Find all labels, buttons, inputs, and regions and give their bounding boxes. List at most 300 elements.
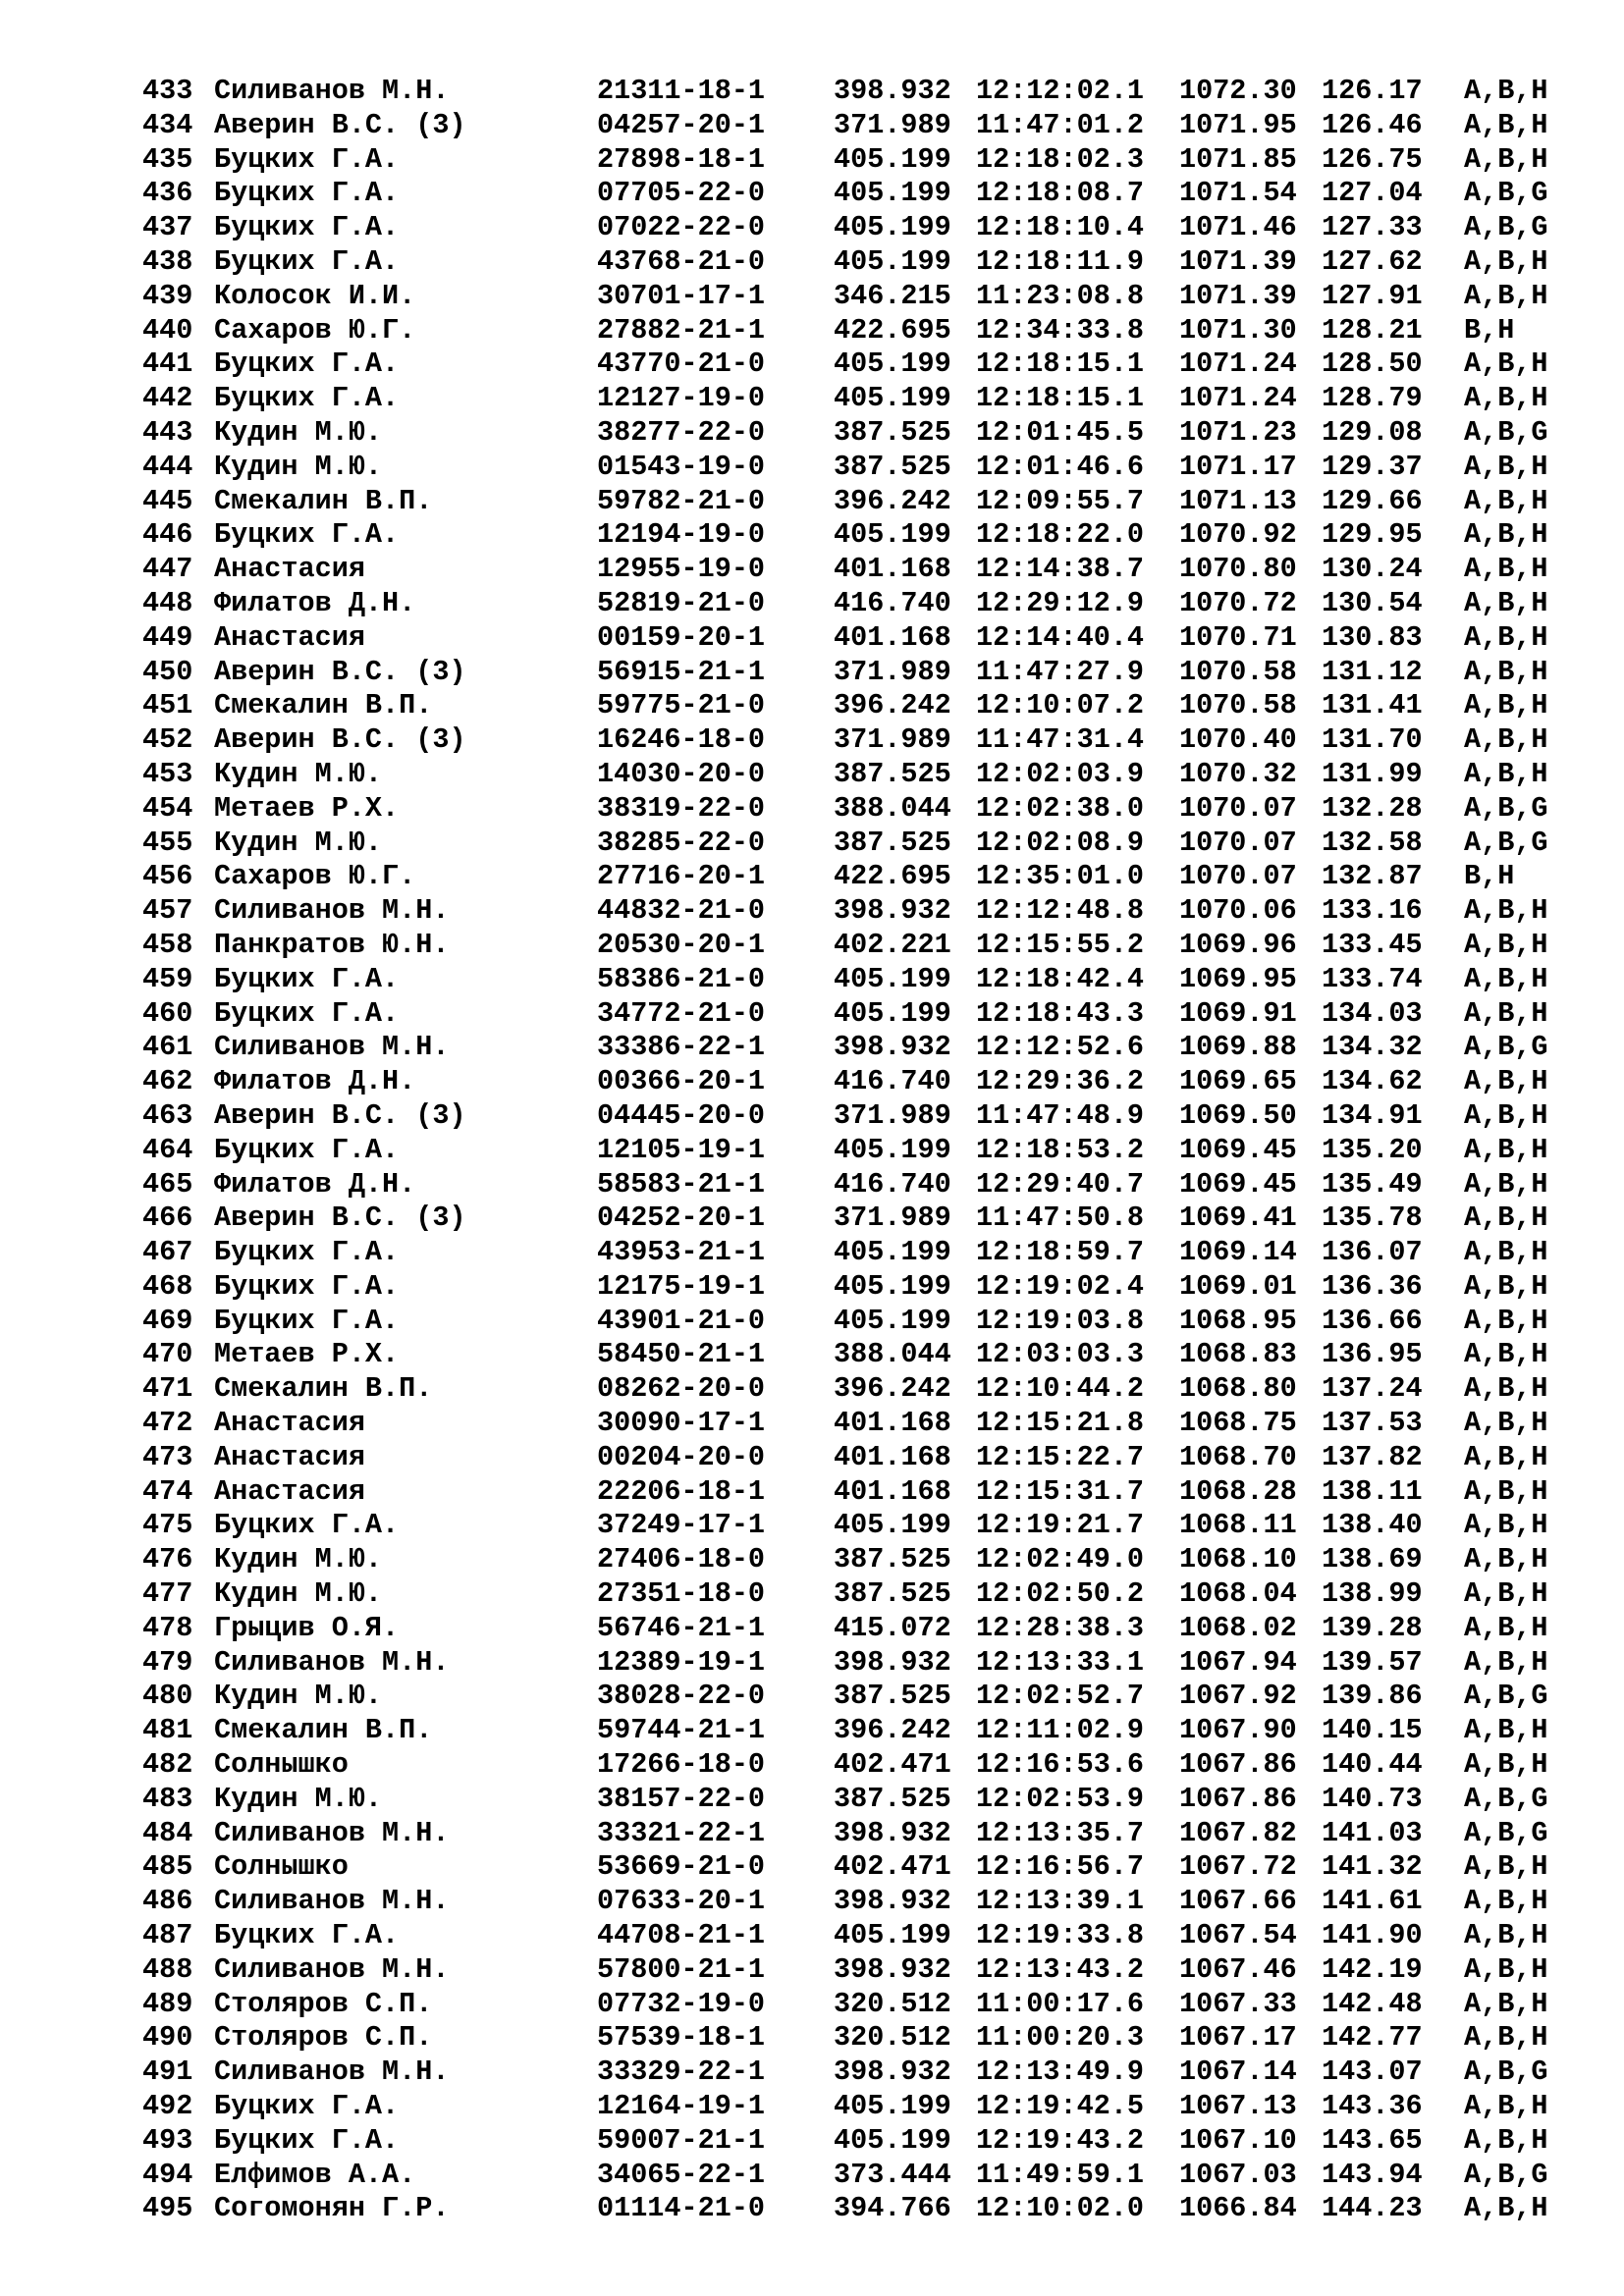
table-row — [142, 1338, 1566, 1372]
distance: 320.512 — [834, 2021, 951, 2055]
ring-number: 58450-21-1 — [597, 1338, 766, 1371]
flags: A,B,H — [1464, 1987, 1548, 2020]
distance: 371.989 — [834, 1201, 951, 1235]
speed: 1071.24 — [1179, 382, 1297, 415]
flags: A,B,H — [1464, 1407, 1548, 1440]
arrival-time: 12:09:55.7 — [976, 484, 1145, 517]
participant-name: Буцких Г.А. — [214, 177, 400, 210]
score: 143.65 — [1322, 2123, 1423, 2157]
score: 131.70 — [1322, 723, 1423, 757]
arrival-time: 12:35:01.0 — [976, 860, 1145, 893]
speed: 1067.92 — [1179, 1680, 1297, 1713]
row-number: 444 — [142, 450, 193, 483]
speed: 1067.90 — [1179, 1714, 1297, 1747]
table-row — [142, 2124, 1566, 2159]
participant-name: Буцких Г.А. — [214, 518, 400, 552]
distance: 416.740 — [834, 1167, 951, 1201]
ring-number: 27406-18-0 — [597, 1543, 766, 1576]
participant-name: Анастасия — [214, 1407, 365, 1440]
ring-number: 12127-19-0 — [597, 382, 766, 415]
ring-number: 56915-21-1 — [597, 655, 766, 688]
arrival-time: 12:18:22.0 — [976, 518, 1145, 552]
row-number: 477 — [142, 1577, 193, 1611]
ring-number: 59775-21-0 — [597, 689, 766, 722]
participant-name: Буцких Г.А. — [214, 1919, 400, 1952]
row-number: 457 — [142, 894, 193, 928]
score: 144.23 — [1322, 2192, 1423, 2225]
arrival-time: 12:18:53.2 — [976, 1133, 1145, 1166]
table-row — [142, 451, 1566, 485]
table-row — [142, 1441, 1566, 1475]
participant-name: Силиванов М.Н. — [214, 1885, 450, 1918]
flags: A,B,G — [1464, 2056, 1548, 2089]
arrival-time: 12:13:43.2 — [976, 1952, 1145, 1986]
participant-name: Солнышко — [214, 1748, 349, 1782]
ring-number: 20530-20-1 — [597, 928, 766, 961]
table-row — [142, 1680, 1566, 1714]
arrival-time: 12:29:12.9 — [976, 586, 1145, 619]
row-number: 441 — [142, 347, 193, 381]
arrival-time: 12:18:15.1 — [976, 382, 1145, 415]
distance: 398.932 — [834, 2056, 951, 2089]
row-number: 493 — [142, 2123, 193, 2157]
distance: 402.221 — [834, 928, 951, 961]
distance: 402.471 — [834, 1748, 951, 1782]
flags: A,B,H — [1464, 244, 1548, 278]
table-row — [142, 1919, 1566, 1953]
speed: 1067.86 — [1179, 1782, 1297, 1815]
speed: 1067.82 — [1179, 1816, 1297, 1849]
arrival-time: 12:18:59.7 — [976, 1236, 1145, 1269]
score: 130.24 — [1322, 553, 1423, 586]
participant-name: Кудин М.Ю. — [214, 826, 383, 859]
table-row — [142, 621, 1566, 656]
flags: A,B,H — [1464, 2021, 1548, 2055]
speed: 1071.39 — [1179, 279, 1297, 312]
score: 139.28 — [1322, 1611, 1423, 1644]
table-row — [142, 553, 1566, 587]
flags: A,B,H — [1464, 1098, 1548, 1132]
ring-number: 00159-20-1 — [597, 620, 766, 654]
distance: 405.199 — [834, 1133, 951, 1166]
score: 129.66 — [1322, 484, 1423, 517]
table-row — [142, 1543, 1566, 1577]
arrival-time: 12:15:22.7 — [976, 1440, 1145, 1473]
speed: 1069.96 — [1179, 928, 1297, 961]
arrival-time: 11:47:01.2 — [976, 108, 1145, 141]
arrival-time: 11:49:59.1 — [976, 2158, 1145, 2191]
arrival-time: 12:13:39.1 — [976, 1885, 1145, 1918]
arrival-time: 12:15:55.2 — [976, 928, 1145, 961]
row-number: 478 — [142, 1611, 193, 1644]
participant-name: Буцких Г.А. — [214, 1236, 400, 1269]
flags: A,B,H — [1464, 962, 1548, 995]
arrival-time: 12:02:38.0 — [976, 791, 1145, 825]
row-number: 492 — [142, 2090, 193, 2123]
distance: 346.215 — [834, 279, 951, 312]
flags: A,B,H — [1464, 75, 1548, 107]
flags: A,B,H — [1464, 1543, 1548, 1576]
score: 133.74 — [1322, 962, 1423, 995]
flags: A,B,G — [1464, 826, 1548, 859]
row-number: 469 — [142, 1304, 193, 1337]
table-row — [142, 1134, 1566, 1168]
arrival-time: 12:19:03.8 — [976, 1304, 1145, 1337]
score: 127.62 — [1322, 244, 1423, 278]
row-number: 489 — [142, 1987, 193, 2020]
score: 129.95 — [1322, 518, 1423, 552]
arrival-time: 12:19:42.5 — [976, 2090, 1145, 2123]
speed: 1071.17 — [1179, 450, 1297, 483]
flags: A,B,H — [1464, 279, 1548, 312]
ring-number: 12389-19-1 — [597, 1645, 766, 1679]
arrival-time: 11:00:17.6 — [976, 1987, 1145, 2020]
table-row — [142, 656, 1566, 690]
arrival-time: 12:13:35.7 — [976, 1816, 1145, 1849]
speed: 1067.54 — [1179, 1919, 1297, 1952]
table-row — [142, 1783, 1566, 1817]
row-number: 447 — [142, 553, 193, 586]
table-row — [142, 1168, 1566, 1202]
score: 136.36 — [1322, 1269, 1423, 1303]
speed: 1070.80 — [1179, 553, 1297, 586]
distance: 398.932 — [834, 1645, 951, 1679]
ring-number: 17266-18-0 — [597, 1748, 766, 1782]
flags: A,B,H — [1464, 1269, 1548, 1303]
ring-number: 38319-22-0 — [597, 791, 766, 825]
table-row — [142, 1850, 1566, 1885]
table-row — [142, 929, 1566, 963]
speed: 1068.75 — [1179, 1407, 1297, 1440]
ring-number: 57800-21-1 — [597, 1952, 766, 1986]
participant-name: Анастасия — [214, 1440, 365, 1473]
speed: 1070.07 — [1179, 826, 1297, 859]
row-number: 449 — [142, 620, 193, 654]
ring-number: 22206-18-1 — [597, 1474, 766, 1508]
distance: 416.740 — [834, 586, 951, 619]
ring-number: 12164-19-1 — [597, 2090, 766, 2123]
arrival-time: 12:28:38.3 — [976, 1611, 1145, 1644]
score: 140.15 — [1322, 1714, 1423, 1747]
speed: 1069.50 — [1179, 1098, 1297, 1132]
speed: 1071.23 — [1179, 415, 1297, 449]
flags: A,B,H — [1464, 757, 1548, 790]
row-number: 459 — [142, 962, 193, 995]
distance: 402.471 — [834, 1850, 951, 1884]
row-number: 450 — [142, 655, 193, 688]
flags: A,B,H — [1464, 1509, 1548, 1542]
ring-number: 38285-22-0 — [597, 826, 766, 859]
distance: 387.525 — [834, 415, 951, 449]
distance: 394.766 — [834, 2192, 951, 2225]
ring-number: 56746-21-1 — [597, 1611, 766, 1644]
speed: 1069.88 — [1179, 1031, 1297, 1064]
ring-number: 01114-21-0 — [597, 2192, 766, 2225]
ring-number: 16246-18-0 — [597, 723, 766, 757]
participant-name: Буцких Г.А. — [214, 382, 400, 415]
flags: B,H — [1464, 860, 1515, 893]
participant-name: Буцких Г.А. — [214, 962, 400, 995]
speed: 1068.95 — [1179, 1304, 1297, 1337]
speed: 1071.54 — [1179, 177, 1297, 210]
table-row — [142, 1407, 1566, 1441]
speed: 1067.86 — [1179, 1748, 1297, 1782]
speed: 1067.14 — [1179, 2056, 1297, 2089]
ring-number: 08262-20-0 — [597, 1372, 766, 1406]
table-row — [142, 485, 1566, 519]
score: 130.54 — [1322, 586, 1423, 619]
distance: 405.199 — [834, 142, 951, 176]
row-number: 491 — [142, 2056, 193, 2089]
speed: 1070.32 — [1179, 757, 1297, 790]
row-number: 443 — [142, 415, 193, 449]
row-number: 472 — [142, 1407, 193, 1440]
ring-number: 07633-20-1 — [597, 1885, 766, 1918]
participant-name: Силиванов М.Н. — [214, 1645, 450, 1679]
flags: A,B,G — [1464, 1680, 1548, 1713]
distance: 396.242 — [834, 484, 951, 517]
distance: 396.242 — [834, 1714, 951, 1747]
participant-name: Кудин М.Ю. — [214, 1543, 383, 1576]
row-number: 435 — [142, 142, 193, 176]
ring-number: 59744-21-1 — [597, 1714, 766, 1747]
speed: 1067.33 — [1179, 1987, 1297, 2020]
distance: 405.199 — [834, 382, 951, 415]
row-number: 475 — [142, 1509, 193, 1542]
speed: 1071.24 — [1179, 347, 1297, 381]
distance: 401.168 — [834, 1440, 951, 1473]
score: 129.08 — [1322, 415, 1423, 449]
distance: 405.199 — [834, 962, 951, 995]
arrival-time: 12:29:40.7 — [976, 1167, 1145, 1201]
score: 134.32 — [1322, 1031, 1423, 1064]
flags: A,B,H — [1464, 1714, 1548, 1747]
distance: 398.932 — [834, 1885, 951, 1918]
arrival-time: 12:15:31.7 — [976, 1474, 1145, 1508]
ring-number: 12175-19-1 — [597, 1269, 766, 1303]
ring-number: 59782-21-0 — [597, 484, 766, 517]
participant-name: Анастасия — [214, 620, 365, 654]
arrival-time: 12:29:36.2 — [976, 1065, 1145, 1098]
arrival-time: 12:34:33.8 — [976, 313, 1145, 347]
table-row — [142, 347, 1566, 382]
table-row — [142, 792, 1566, 827]
flags: A,B,H — [1464, 1236, 1548, 1269]
score: 141.03 — [1322, 1816, 1423, 1849]
table-row — [142, 1099, 1566, 1134]
flags: A,B,H — [1464, 2123, 1548, 2157]
flags: A,B,H — [1464, 689, 1548, 722]
flags: A,B,H — [1464, 1645, 1548, 1679]
flags: A,B,G — [1464, 1782, 1548, 1815]
participant-name: Кудин М.Ю. — [214, 757, 383, 790]
row-number: 483 — [142, 1782, 193, 1815]
speed: 1068.70 — [1179, 1440, 1297, 1473]
table-row — [142, 1031, 1566, 1065]
speed: 1070.07 — [1179, 860, 1297, 893]
table-row — [142, 211, 1566, 245]
flags: A,B,G — [1464, 211, 1548, 244]
distance: 398.932 — [834, 1952, 951, 1986]
ring-number: 00204-20-0 — [597, 1440, 766, 1473]
ring-number: 34772-21-0 — [597, 996, 766, 1030]
distance: 387.525 — [834, 1577, 951, 1611]
distance: 405.199 — [834, 1269, 951, 1303]
score: 133.16 — [1322, 894, 1423, 928]
participant-name: Силиванов М.Н. — [214, 1952, 450, 1986]
arrival-time: 12:03:03.3 — [976, 1338, 1145, 1371]
participant-name: Кудин М.Ю. — [214, 415, 383, 449]
flags: A,B,H — [1464, 586, 1548, 619]
speed: 1070.07 — [1179, 791, 1297, 825]
arrival-time: 12:01:46.6 — [976, 450, 1145, 483]
row-number: 488 — [142, 1952, 193, 1986]
arrival-time: 12:14:38.7 — [976, 553, 1145, 586]
ring-number: 38277-22-0 — [597, 415, 766, 449]
ring-number: 58583-21-1 — [597, 1167, 766, 1201]
table-row — [142, 1885, 1566, 1919]
flags: A,B,H — [1464, 620, 1548, 654]
table-row — [142, 109, 1566, 143]
distance: 405.199 — [834, 347, 951, 381]
arrival-time: 12:02:08.9 — [976, 826, 1145, 859]
participant-name: Смекалин В.П. — [214, 1714, 433, 1747]
flags: A,B,H — [1464, 1372, 1548, 1406]
score: 139.57 — [1322, 1645, 1423, 1679]
speed: 1069.91 — [1179, 996, 1297, 1030]
row-number: 481 — [142, 1714, 193, 1747]
distance: 387.525 — [834, 450, 951, 483]
flags: A,B,H — [1464, 723, 1548, 757]
speed: 1071.95 — [1179, 108, 1297, 141]
distance: 422.695 — [834, 860, 951, 893]
distance: 405.199 — [834, 177, 951, 210]
flags: A,B,H — [1464, 108, 1548, 141]
table-row — [142, 280, 1566, 314]
arrival-time: 12:10:02.0 — [976, 2192, 1145, 2225]
ring-number: 52819-21-0 — [597, 586, 766, 619]
table-row — [142, 963, 1566, 997]
score: 136.07 — [1322, 1236, 1423, 1269]
distance: 371.989 — [834, 723, 951, 757]
arrival-time: 12:19:33.8 — [976, 1919, 1145, 1952]
flags: A,B,G — [1464, 177, 1548, 210]
score: 132.28 — [1322, 791, 1423, 825]
row-number: 463 — [142, 1098, 193, 1132]
participant-name: Грыцив О.Я. — [214, 1611, 400, 1644]
participant-name: Буцких Г.А. — [214, 347, 400, 381]
table-row — [142, 2192, 1566, 2226]
distance: 405.199 — [834, 244, 951, 278]
score: 135.49 — [1322, 1167, 1423, 1201]
table-row — [142, 2090, 1566, 2124]
row-number: 471 — [142, 1372, 193, 1406]
table-row — [142, 1305, 1566, 1339]
arrival-time: 12:02:53.9 — [976, 1782, 1145, 1815]
ring-number: 44708-21-1 — [597, 1919, 766, 1952]
flags: A,B,H — [1464, 1919, 1548, 1952]
flags: A,B,H — [1464, 1304, 1548, 1337]
ring-number: 07705-22-0 — [597, 177, 766, 210]
arrival-time: 12:11:02.9 — [976, 1714, 1145, 1747]
speed: 1068.11 — [1179, 1509, 1297, 1542]
distance: 371.989 — [834, 1098, 951, 1132]
distance: 415.072 — [834, 1611, 951, 1644]
speed: 1069.65 — [1179, 1065, 1297, 1098]
score: 138.99 — [1322, 1577, 1423, 1611]
speed: 1068.02 — [1179, 1611, 1297, 1644]
score: 129.37 — [1322, 450, 1423, 483]
flags: A,B,H — [1464, 928, 1548, 961]
row-number: 442 — [142, 382, 193, 415]
table-row — [142, 2159, 1566, 2193]
row-number: 465 — [142, 1167, 193, 1201]
participant-name: Панкратов Ю.Н. — [214, 928, 450, 961]
table-row — [142, 1714, 1566, 1748]
row-number: 486 — [142, 1885, 193, 1918]
speed: 1070.06 — [1179, 894, 1297, 928]
table-row — [142, 416, 1566, 451]
participant-name: Буцких Г.А. — [214, 142, 400, 176]
flags: A,B,H — [1464, 1440, 1548, 1473]
participant-name: Анастасия — [214, 553, 365, 586]
table-row — [142, 860, 1566, 894]
ring-number: 57539-18-1 — [597, 2021, 766, 2055]
arrival-time: 12:02:03.9 — [976, 757, 1145, 790]
arrival-time: 12:16:56.7 — [976, 1850, 1145, 1884]
participant-name: Смекалин В.П. — [214, 1372, 433, 1406]
table-row — [142, 177, 1566, 211]
flags: B,H — [1464, 313, 1515, 347]
table-row — [142, 894, 1566, 929]
row-number: 439 — [142, 279, 193, 312]
distance: 371.989 — [834, 108, 951, 141]
distance: 401.168 — [834, 620, 951, 654]
flags: A,B,G — [1464, 415, 1548, 449]
participant-name: Кудин М.Ю. — [214, 450, 383, 483]
speed: 1071.85 — [1179, 142, 1297, 176]
speed: 1070.58 — [1179, 655, 1297, 688]
row-number: 466 — [142, 1201, 193, 1235]
row-number: 458 — [142, 928, 193, 961]
score: 127.04 — [1322, 177, 1423, 210]
speed: 1072.30 — [1179, 75, 1297, 107]
row-number: 437 — [142, 211, 193, 244]
score: 131.41 — [1322, 689, 1423, 722]
speed: 1067.03 — [1179, 2158, 1297, 2191]
score: 141.61 — [1322, 1885, 1423, 1918]
distance: 405.199 — [834, 2090, 951, 2123]
flags: A,B,H — [1464, 2192, 1548, 2225]
distance: 388.044 — [834, 1338, 951, 1371]
distance: 396.242 — [834, 689, 951, 722]
arrival-time: 12:19:43.2 — [976, 2123, 1145, 2157]
distance: 387.525 — [834, 1680, 951, 1713]
flags: A,B,H — [1464, 1885, 1548, 1918]
speed: 1067.13 — [1179, 2090, 1297, 2123]
ring-number: 27716-20-1 — [597, 860, 766, 893]
flags: A,B,H — [1464, 2090, 1548, 2123]
arrival-time: 11:23:08.8 — [976, 279, 1145, 312]
ring-number: 07732-19-0 — [597, 1987, 766, 2020]
score: 137.24 — [1322, 1372, 1423, 1406]
flags: A,B,H — [1464, 484, 1548, 517]
ring-number: 00366-20-1 — [597, 1065, 766, 1098]
distance: 387.525 — [834, 1543, 951, 1576]
speed: 1066.84 — [1179, 2192, 1297, 2225]
row-number: 473 — [142, 1440, 193, 1473]
table-row — [142, 75, 1566, 109]
